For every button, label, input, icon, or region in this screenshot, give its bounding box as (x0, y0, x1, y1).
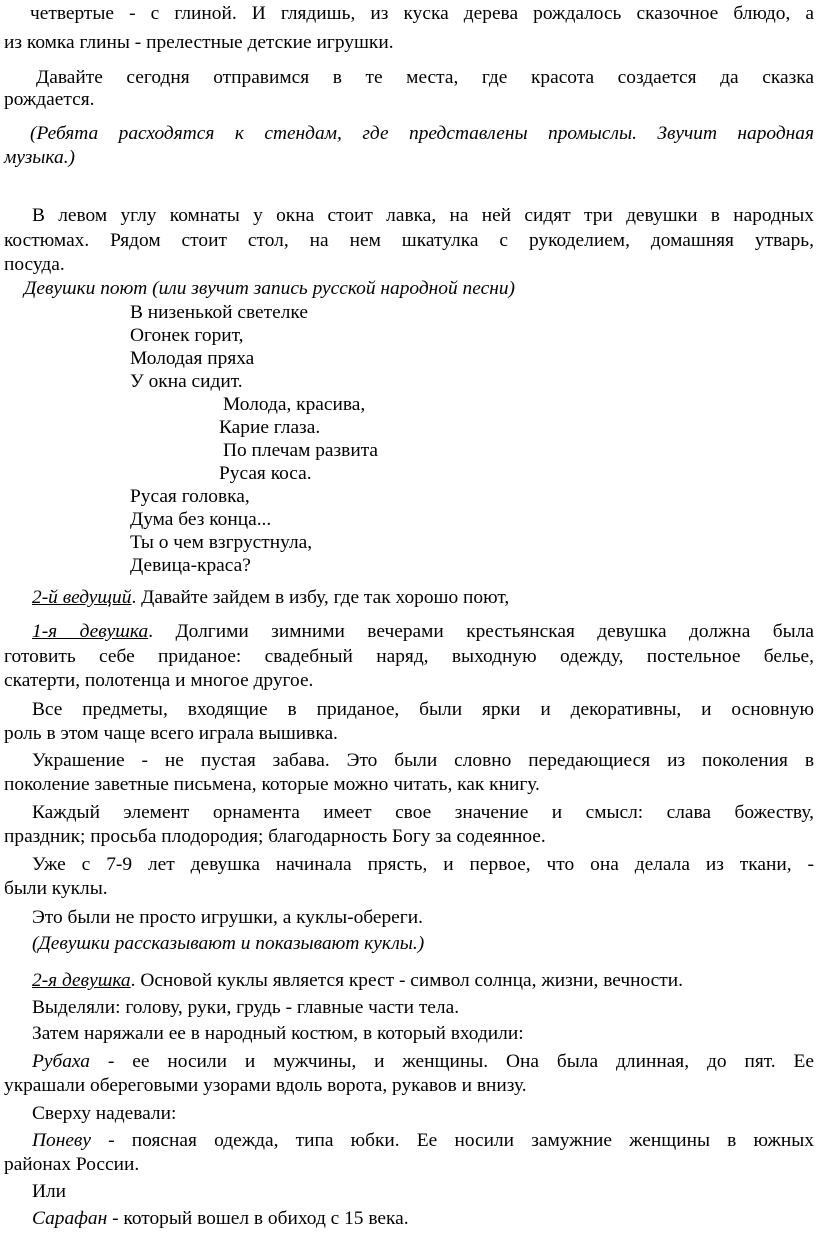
over-line: Сверху надевали: (32, 1103, 177, 1124)
garment-term: Рубаха (32, 1051, 90, 1072)
intro-line-2: из комка глины - прелестные детские игрушки. (4, 32, 394, 53)
sarafan-line (32, 1207, 409, 1231)
ornament-line-1: Каждый элемент орнамента имеет свое значение и смысл: слава божеству, (32, 802, 814, 823)
girl1-line-2: готовить себе приданое: свадебный наряд, выходную одежду, постельное белье, (4, 646, 814, 667)
stage-direction-music-line-2: музыка.) (4, 147, 76, 168)
room-line-3: посуда. (4, 254, 65, 275)
speaker-label: 1-я девушка (32, 621, 149, 642)
song-line: Огонек горит, (130, 325, 244, 346)
stage-direction-song: Девушки поют (или звучит запись русской народной песни) (24, 278, 515, 299)
costume-line: Затем наряжали ее в народный костюм, в который входили: (32, 1023, 524, 1044)
invite-line-2: рождается. (4, 89, 95, 110)
shirt-line-1 (32, 1050, 814, 1074)
girl1-line-1 (32, 620, 814, 644)
girl2-text: . Основой куклы является крест - символ солнца, жизни, вечности. (130, 970, 683, 991)
song-line: В низенькой светелке (130, 302, 308, 323)
speaker-label: 2-я девушка (32, 970, 131, 991)
intro-line-1: четвертые - с глиной. И глядишь, из куска дерева рождалось сказочное блюдо, а (30, 3, 814, 24)
song-line: Карие глаза. (219, 417, 321, 438)
shirt-text-1: - ее носили и мужчины, и женщины. Она была длинная, до пят. Ее (89, 1051, 814, 1072)
items-line-1: Все предметы, входящие в приданое, были ярки и декоративны, и основную (32, 699, 814, 720)
dolls-line-2: были куклы. (4, 878, 108, 899)
song-line: Дума без конца... (130, 509, 272, 530)
host2-text: . Давайте зайдем в избу, где так хорошо поют, (131, 587, 510, 608)
song-line: Молодая пряха (130, 348, 255, 369)
song-line: По плечам развита (223, 440, 379, 461)
song-line: Русая коса. (219, 463, 312, 484)
room-line-1: В левом углу комнаты у окна стоит лавка, на ней сидят три девушки в народных (32, 205, 814, 226)
song-line: Русая головка, (130, 486, 250, 507)
sarafan-text: - который вошел в обиход с 15 века. (107, 1208, 409, 1229)
host2-line (32, 586, 509, 610)
stage-direction-dolls: (Девушки рассказывают и показывают куклы.) (32, 933, 425, 954)
speaker-label: 2-й ведущий (32, 587, 132, 608)
girl1-line-3: скатерти, полотенца и многое другое. (4, 670, 314, 691)
song-line: У окна сидит. (130, 371, 243, 392)
song-line: Ты о чем взгрустнула, (130, 532, 313, 553)
garment-term: Сарафан (32, 1208, 108, 1229)
girl1-text-1: . Долгими зимними вечерами крестьянская девушка должна была (148, 621, 814, 642)
song-line: Девица-краса? (130, 555, 251, 576)
or-line: Или (32, 1181, 67, 1202)
items-line-2: роль в этом чаще всего играла вышивка. (4, 723, 338, 744)
room-line-2: костюмах. Рядом стоит стол, на нем шкатулка с рукоделием, домашняя утварь, (4, 230, 814, 251)
girl2-line (32, 969, 683, 993)
poneva-line-1 (32, 1129, 814, 1153)
decor-line-1: Украшение - не пустая забава. Это были словно передающиеся из поколения в (32, 750, 814, 771)
stage-direction-music-line-1: (Ребята расходятся к стендам, где представлены промыслы. Звучит народная (30, 123, 814, 144)
poneva-text-1: - поясная одежда, типа юбки. Ее носили замужние женщины в южных (90, 1130, 814, 1151)
garment-term: Поневу (32, 1130, 91, 1151)
ornament-line-2: праздник; просьба плодородия; благодарность Богу за содеянное. (4, 826, 546, 847)
amulets-line: Это были не просто игрушки, а куклы-обереги. (32, 907, 423, 928)
parts-line: Выделяли: голову, руки, грудь - главные части тела. (32, 997, 460, 1018)
poneva-line-2: районах России. (4, 1154, 140, 1175)
decor-line-2: поколение заветные письмена, которые можно читать, как книгу. (4, 774, 540, 795)
dolls-line-1: Уже с 7-9 лет девушка начинала прясть, и первое, что она делала из ткани, - (32, 854, 814, 875)
song-line: Молода, красива, (223, 394, 366, 415)
invite-line-1: Давайте сегодня отправимся в те места, где красота создается да сказка (36, 67, 814, 88)
shirt-line-2: украшали обереговыми узорами вдоль ворота, рукавов и внизу. (4, 1075, 527, 1096)
